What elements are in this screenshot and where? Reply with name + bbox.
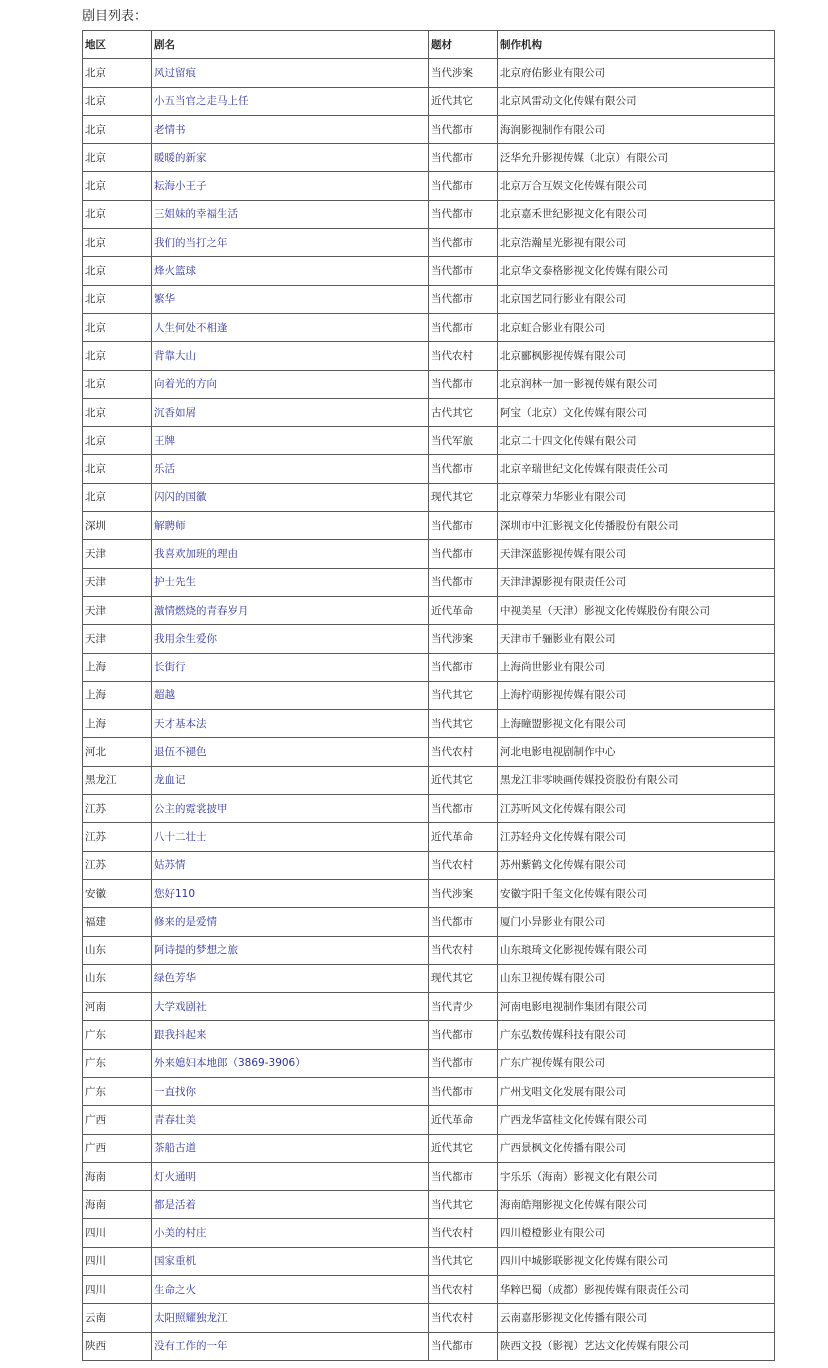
table-row [83,568,775,596]
cell-title-link[interactable]: 超越 [152,681,429,709]
table-row [83,766,775,794]
cell-company: 上海尚世影业有限公司 [498,653,775,681]
table-row [83,200,775,228]
cell-region: 北京 [83,398,152,426]
cell-company: 河北电影电视剧制作中心 [498,738,775,766]
table-row [83,738,775,766]
cell-genre: 当代涉案 [429,625,498,653]
table-row [83,257,775,285]
cell-title-link[interactable]: 灯火通明 [152,1162,429,1190]
table-row [83,964,775,992]
cell-title-link[interactable]: 阿诗提的梦想之旅 [152,936,429,964]
cell-genre: 当代都市 [429,172,498,200]
cell-company: 天津市千骊影业有限公司 [498,625,775,653]
cell-company: 黑龙江非零映画传媒投资股份有限公司 [498,766,775,794]
cell-region: 北京 [83,59,152,87]
cell-region: 北京 [83,313,152,341]
table-row [83,1304,775,1332]
cell-title-link[interactable]: 八十二壮士 [152,823,429,851]
cell-title-link[interactable]: 风过留痕 [152,59,429,87]
cell-genre: 当代其它 [429,681,498,709]
cell-company: 广东弘数传媒科技有限公司 [498,1021,775,1049]
cell-title-link[interactable]: 天才基本法 [152,710,429,738]
cell-company: 北京万合互娱文化传媒有限公司 [498,172,775,200]
cell-company: 海南皓翔影视文化传媒有限公司 [498,1191,775,1219]
cell-company: 宇乐乐（海南）影视文化有限公司 [498,1162,775,1190]
cell-genre: 当代农村 [429,936,498,964]
cell-title-link[interactable]: 茶船古道 [152,1134,429,1162]
cell-genre: 当代都市 [429,1077,498,1105]
cell-region: 四川 [83,1219,152,1247]
drama-list-table [82,30,775,1361]
table-row [83,313,775,341]
table-row [83,342,775,370]
cell-region: 海南 [83,1162,152,1190]
table-row [83,681,775,709]
cell-company: 北京国艺同行影业有限公司 [498,285,775,313]
cell-genre: 近代其它 [429,766,498,794]
cell-genre: 当代涉案 [429,59,498,87]
table-row [83,908,775,936]
cell-genre: 当代其它 [429,1191,498,1219]
cell-title-link[interactable]: 护士先生 [152,568,429,596]
table-row [83,540,775,568]
cell-genre: 近代革命 [429,1106,498,1134]
cell-title-link[interactable]: 小美的村庄 [152,1219,429,1247]
cell-genre: 近代革命 [429,823,498,851]
cell-region: 广东 [83,1049,152,1077]
cell-genre: 当代青少 [429,993,498,1021]
cell-region: 山东 [83,936,152,964]
cell-title-link[interactable]: 乐活 [152,455,429,483]
cell-region: 北京 [83,257,152,285]
table-row [83,1276,775,1304]
cell-genre: 当代农村 [429,851,498,879]
cell-company: 北京尊荣力华影业有限公司 [498,483,775,511]
cell-title-link[interactable]: 人生何处不相逢 [152,313,429,341]
cell-title-link[interactable]: 一直找你 [152,1077,429,1105]
cell-title-link[interactable]: 绿色芳华 [152,964,429,992]
table-row [83,115,775,143]
cell-region: 四川 [83,1276,152,1304]
cell-title-link[interactable]: 姑苏情 [152,851,429,879]
cell-company: 江苏轻舟文化传媒有限公司 [498,823,775,851]
cell-region: 北京 [83,342,152,370]
cell-title-link[interactable]: 暖暖的新家 [152,144,429,172]
cell-company: 北京辛瑞世纪文化传媒有限责任公司 [498,455,775,483]
cell-genre: 当代都市 [429,1332,498,1360]
table-row [83,1049,775,1077]
table-row [83,172,775,200]
cell-title-link[interactable]: 青春壮美 [152,1106,429,1134]
cell-company: 华粹巴蜀（成都）影视传媒有限责任公司 [498,1276,775,1304]
cell-company: 厦门小异影业有限公司 [498,908,775,936]
cell-company: 北京嘉禾世纪影视文化有限公司 [498,200,775,228]
table-row [83,879,775,907]
table-row [83,1247,775,1275]
cell-title-link[interactable]: 耘海小王子 [152,172,429,200]
cell-company: 安徽宇阳千玺文化传媒有限公司 [498,879,775,907]
cell-title-link[interactable]: 我用余生爱你 [152,625,429,653]
cell-company: 上海柠萌影视传媒有限公司 [498,681,775,709]
cell-genre: 当代都市 [429,653,498,681]
cell-title-link[interactable]: 都是活着 [152,1191,429,1219]
cell-title-link[interactable]: 您好110 [152,879,429,907]
cell-title-link[interactable]: 公主的霓裳披甲 [152,795,429,823]
cell-region: 天津 [83,625,152,653]
cell-company: 云南嘉彤影视文化传播有限公司 [498,1304,775,1332]
table-row [83,1134,775,1162]
cell-company: 北京华文泰格影视文化传媒有限公司 [498,257,775,285]
cell-region: 江苏 [83,823,152,851]
cell-genre: 当代农村 [429,738,498,766]
table-row [83,823,775,851]
cell-region: 北京 [83,87,152,115]
cell-region: 北京 [83,229,152,257]
cell-region: 福建 [83,908,152,936]
cell-company: 四川中城影联影视文化传媒有限公司 [498,1247,775,1275]
cell-title-link[interactable]: 闪闪的国徽 [152,483,429,511]
cell-region: 北京 [83,115,152,143]
cell-region: 四川 [83,1247,152,1275]
cell-title-link[interactable]: 激情燃烧的青春岁月 [152,596,429,624]
cell-title-link[interactable]: 三姐妹的幸福生活 [152,200,429,228]
cell-title-link[interactable]: 向着光的方向 [152,370,429,398]
cell-title-link[interactable]: 国家重机 [152,1247,429,1275]
cell-genre: 当代其它 [429,710,498,738]
table-row [83,285,775,313]
cell-title-link[interactable]: 沉香如屑 [152,398,429,426]
table-row [83,1021,775,1049]
table-row [83,144,775,172]
table-row [83,229,775,257]
cell-company: 河南电影电视制作集团有限公司 [498,993,775,1021]
cell-genre: 当代都市 [429,257,498,285]
table-row [83,1332,775,1360]
cell-genre: 现代其它 [429,483,498,511]
cell-company: 北京润林一加一影视传媒有限公司 [498,370,775,398]
cell-company: 广州戈唱文化发展有限公司 [498,1077,775,1105]
cell-company: 江苏听风文化传媒有限公司 [498,795,775,823]
cell-region: 上海 [83,710,152,738]
table-row [83,1191,775,1219]
cell-region: 上海 [83,681,152,709]
cell-region: 北京 [83,144,152,172]
cell-region: 天津 [83,568,152,596]
cell-genre: 当代都市 [429,285,498,313]
cell-title-link[interactable]: 繁华 [152,285,429,313]
cell-title-link[interactable]: 解聘师 [152,512,429,540]
table-row [83,1162,775,1190]
table-row [83,993,775,1021]
cell-title-link[interactable]: 王牌 [152,427,429,455]
cell-genre: 当代涉案 [429,879,498,907]
cell-genre: 当代都市 [429,908,498,936]
cell-title-link[interactable]: 我喜欢加班的理由 [152,540,429,568]
cell-company: 北京风雷动文化传媒有限公司 [498,87,775,115]
cell-genre: 当代都市 [429,1162,498,1190]
cell-company: 海润影视制作有限公司 [498,115,775,143]
cell-genre: 当代军旅 [429,427,498,455]
column-header-company: 制作机构 [498,31,775,59]
table-row [83,1106,775,1134]
cell-title-link[interactable]: 小五当官之走马上任 [152,87,429,115]
cell-title-link[interactable]: 生命之火 [152,1276,429,1304]
cell-company: 北京二十四文化传媒有限公司 [498,427,775,455]
table-row [83,455,775,483]
table-row [83,936,775,964]
cell-region: 云南 [83,1304,152,1332]
cell-genre: 当代都市 [429,313,498,341]
cell-company: 山东琅琦文化影视传媒有限公司 [498,936,775,964]
cell-company: 天津深蓝影视传媒有限公司 [498,540,775,568]
table-row [83,1077,775,1105]
cell-title-link[interactable]: 我们的当打之年 [152,229,429,257]
cell-company: 天津津源影视有限责任公司 [498,568,775,596]
cell-title-link[interactable]: 修来的是爱情 [152,908,429,936]
column-header-genre: 题材 [429,31,498,59]
table-row [83,427,775,455]
column-header-title: 剧名 [152,31,429,59]
table-row [83,398,775,426]
table-row [83,59,775,87]
cell-region: 深圳 [83,512,152,540]
table-row [83,483,775,511]
cell-genre: 当代都市 [429,540,498,568]
table-row [83,512,775,540]
cell-company: 北京虹合影业有限公司 [498,313,775,341]
cell-title-link[interactable]: 外来媳妇本地郎（3869-3906） [152,1049,429,1077]
cell-region: 北京 [83,172,152,200]
cell-company: 北京府佑影业有限公司 [498,59,775,87]
table-row [83,653,775,681]
cell-region: 广东 [83,1077,152,1105]
cell-company: 北京浩瀚星光影视有限公司 [498,229,775,257]
page-title: 剧目列表： [82,9,148,24]
cell-genre: 当代农村 [429,342,498,370]
cell-genre: 当代都市 [429,1021,498,1049]
table-row [83,795,775,823]
cell-genre: 当代都市 [429,229,498,257]
cell-company: 广西景枫文化传播有限公司 [498,1134,775,1162]
cell-company: 四川橙橙影业有限公司 [498,1219,775,1247]
cell-title-link[interactable]: 退伍不褪色 [152,738,429,766]
cell-genre: 近代革命 [429,596,498,624]
cell-company: 上海瞳盟影视文化有限公司 [498,710,775,738]
cell-title-link[interactable]: 大学戏剧社 [152,993,429,1021]
cell-title-link[interactable]: 长街行 [152,653,429,681]
cell-genre: 近代其它 [429,87,498,115]
cell-company: 陕西文投（影视）艺达文化传媒有限公司 [498,1332,775,1360]
cell-genre: 古代其它 [429,398,498,426]
cell-title-link[interactable]: 太阳照耀独龙江 [152,1304,429,1332]
cell-region: 陕西 [83,1332,152,1360]
cell-region: 北京 [83,455,152,483]
cell-genre: 当代都市 [429,795,498,823]
cell-genre: 当代都市 [429,370,498,398]
cell-genre: 当代农村 [429,1304,498,1332]
cell-region: 黑龙江 [83,766,152,794]
table-row [83,625,775,653]
cell-region: 广东 [83,1021,152,1049]
cell-region: 江苏 [83,795,152,823]
cell-genre: 当代都市 [429,200,498,228]
cell-genre: 当代都市 [429,512,498,540]
cell-region: 河南 [83,993,152,1021]
cell-company: 深圳市中汇影视文化传播股份有限公司 [498,512,775,540]
cell-title-link[interactable]: 烽火篮球 [152,257,429,285]
cell-genre: 当代都市 [429,115,498,143]
cell-region: 天津 [83,596,152,624]
table-row [83,370,775,398]
table-row [83,596,775,624]
cell-genre: 当代都市 [429,144,498,172]
cell-genre: 现代其它 [429,964,498,992]
table-body [83,59,775,1361]
cell-region: 北京 [83,200,152,228]
table-row [83,1219,775,1247]
cell-company: 阿宝（北京）文化传媒有限公司 [498,398,775,426]
cell-region: 山东 [83,964,152,992]
cell-company: 广西龙华富桂文化传媒有限公司 [498,1106,775,1134]
cell-genre: 当代都市 [429,1049,498,1077]
cell-region: 上海 [83,653,152,681]
cell-genre: 当代农村 [429,1219,498,1247]
cell-region: 北京 [83,483,152,511]
cell-title-link[interactable]: 没有工作的一年 [152,1332,429,1360]
cell-title-link[interactable]: 跟我抖起来 [152,1021,429,1049]
cell-genre: 当代都市 [429,455,498,483]
cell-title-link[interactable]: 龙血记 [152,766,429,794]
cell-region: 北京 [83,370,152,398]
cell-company: 泛华允升影视传媒（北京）有限公司 [498,144,775,172]
cell-company: 中视美星（天津）影视文化传媒股份有限公司 [498,596,775,624]
cell-company: 北京郦枫影视传媒有限公司 [498,342,775,370]
cell-region: 北京 [83,285,152,313]
cell-company: 山东卫视传媒有限公司 [498,964,775,992]
cell-title-link[interactable]: 背靠大山 [152,342,429,370]
table-row [83,87,775,115]
cell-genre: 近代其它 [429,1134,498,1162]
cell-genre: 当代农村 [429,1276,498,1304]
cell-region: 河北 [83,738,152,766]
cell-region: 广西 [83,1106,152,1134]
column-header-region: 地区 [83,31,152,59]
table-row [83,851,775,879]
cell-region: 江苏 [83,851,152,879]
cell-company: 广东广视传媒有限公司 [498,1049,775,1077]
cell-genre: 当代其它 [429,1247,498,1275]
table-row [83,710,775,738]
cell-region: 天津 [83,540,152,568]
cell-title-link[interactable]: 老情书 [152,115,429,143]
cell-region: 北京 [83,427,152,455]
cell-region: 安徽 [83,879,152,907]
table-header-row [83,31,775,59]
cell-company: 苏州紫鹤文化传媒有限公司 [498,851,775,879]
cell-region: 广西 [83,1134,152,1162]
cell-region: 海南 [83,1191,152,1219]
cell-genre: 当代都市 [429,568,498,596]
